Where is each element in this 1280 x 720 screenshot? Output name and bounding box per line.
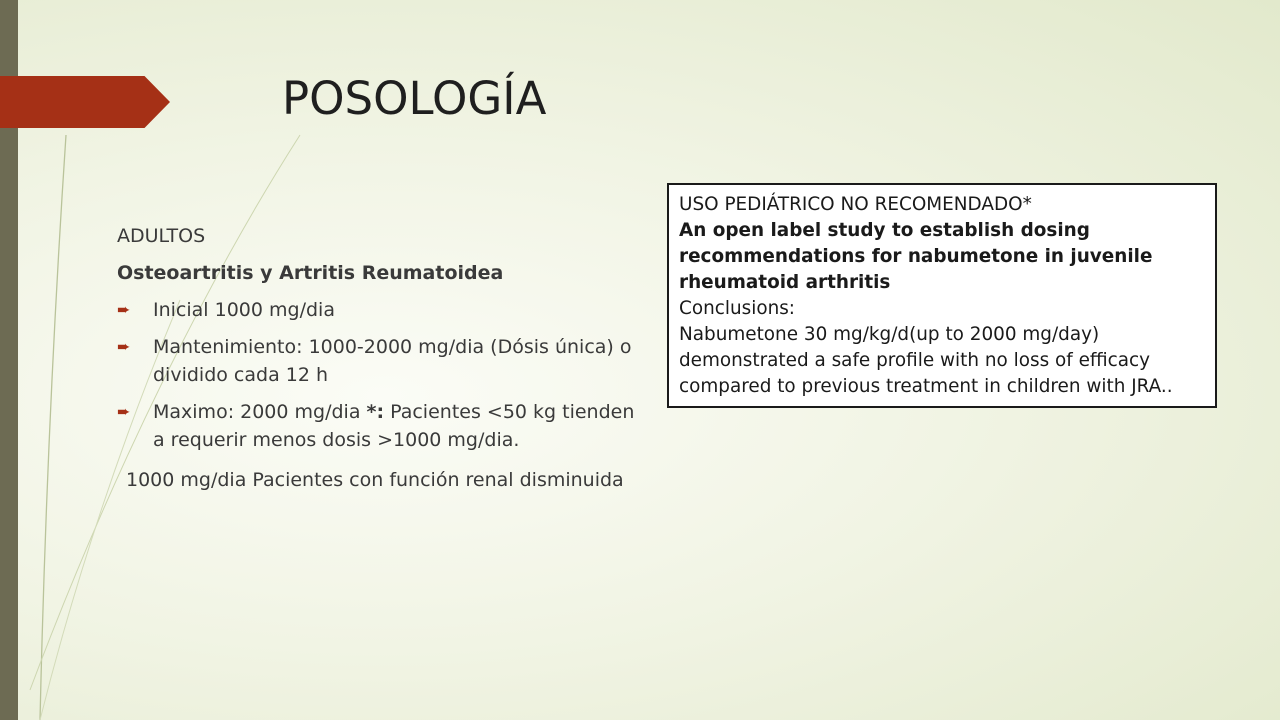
list-item-text: Inicial 1000 mg/dia [153, 299, 335, 321]
study-title: An open label study to establish dosing recommendations for nabumetone in juvenile rheumatoid arthritis [679, 220, 1153, 293]
arrow-bullet-icon: ➨ [117, 337, 131, 356]
renal-note: 1000 mg/dia Pacientes con función renal disminuida [126, 469, 624, 491]
conclusions-label: Conclusions: [679, 298, 796, 319]
conclusions-text: Nabumetone 30 mg/kg/d(up to 2000 mg/day) demonstrated a safe profile with no loss of efficacy compared to previous treatment in children with JRA.. [679, 324, 1173, 397]
asterisk-marker: *: [366, 401, 385, 423]
slide-title: POSOLOGÍA [282, 72, 547, 125]
subheading: Osteoartritis y Artritis Reumatoidea [117, 262, 504, 284]
list-item-text-prefix: Maximo: 2000 mg/dia [153, 401, 367, 423]
note-heading: USO PEDIÁTRICO NO RECOMENDADO* [679, 194, 1032, 215]
section-label: ADULTOS [117, 225, 206, 247]
arrow-bullet-icon: ➨ [117, 402, 131, 421]
list-item-text-suffix: Pacientes <50 kg tienden a requerir menos dosis >1000 mg/dia. [153, 401, 635, 451]
list-item [117, 398, 652, 454]
title-accent-arrow [0, 76, 170, 128]
adult-dosage-section [117, 222, 652, 503]
pediatric-note-box [667, 183, 1217, 408]
list-item [117, 333, 652, 389]
list-item [117, 296, 652, 324]
dosage-list [117, 296, 652, 454]
list-item-text: Mantenimiento: 1000-2000 mg/dia (Dósis única) o dividido cada 12 h [153, 336, 632, 386]
arrow-bullet-icon: ➨ [117, 300, 131, 319]
